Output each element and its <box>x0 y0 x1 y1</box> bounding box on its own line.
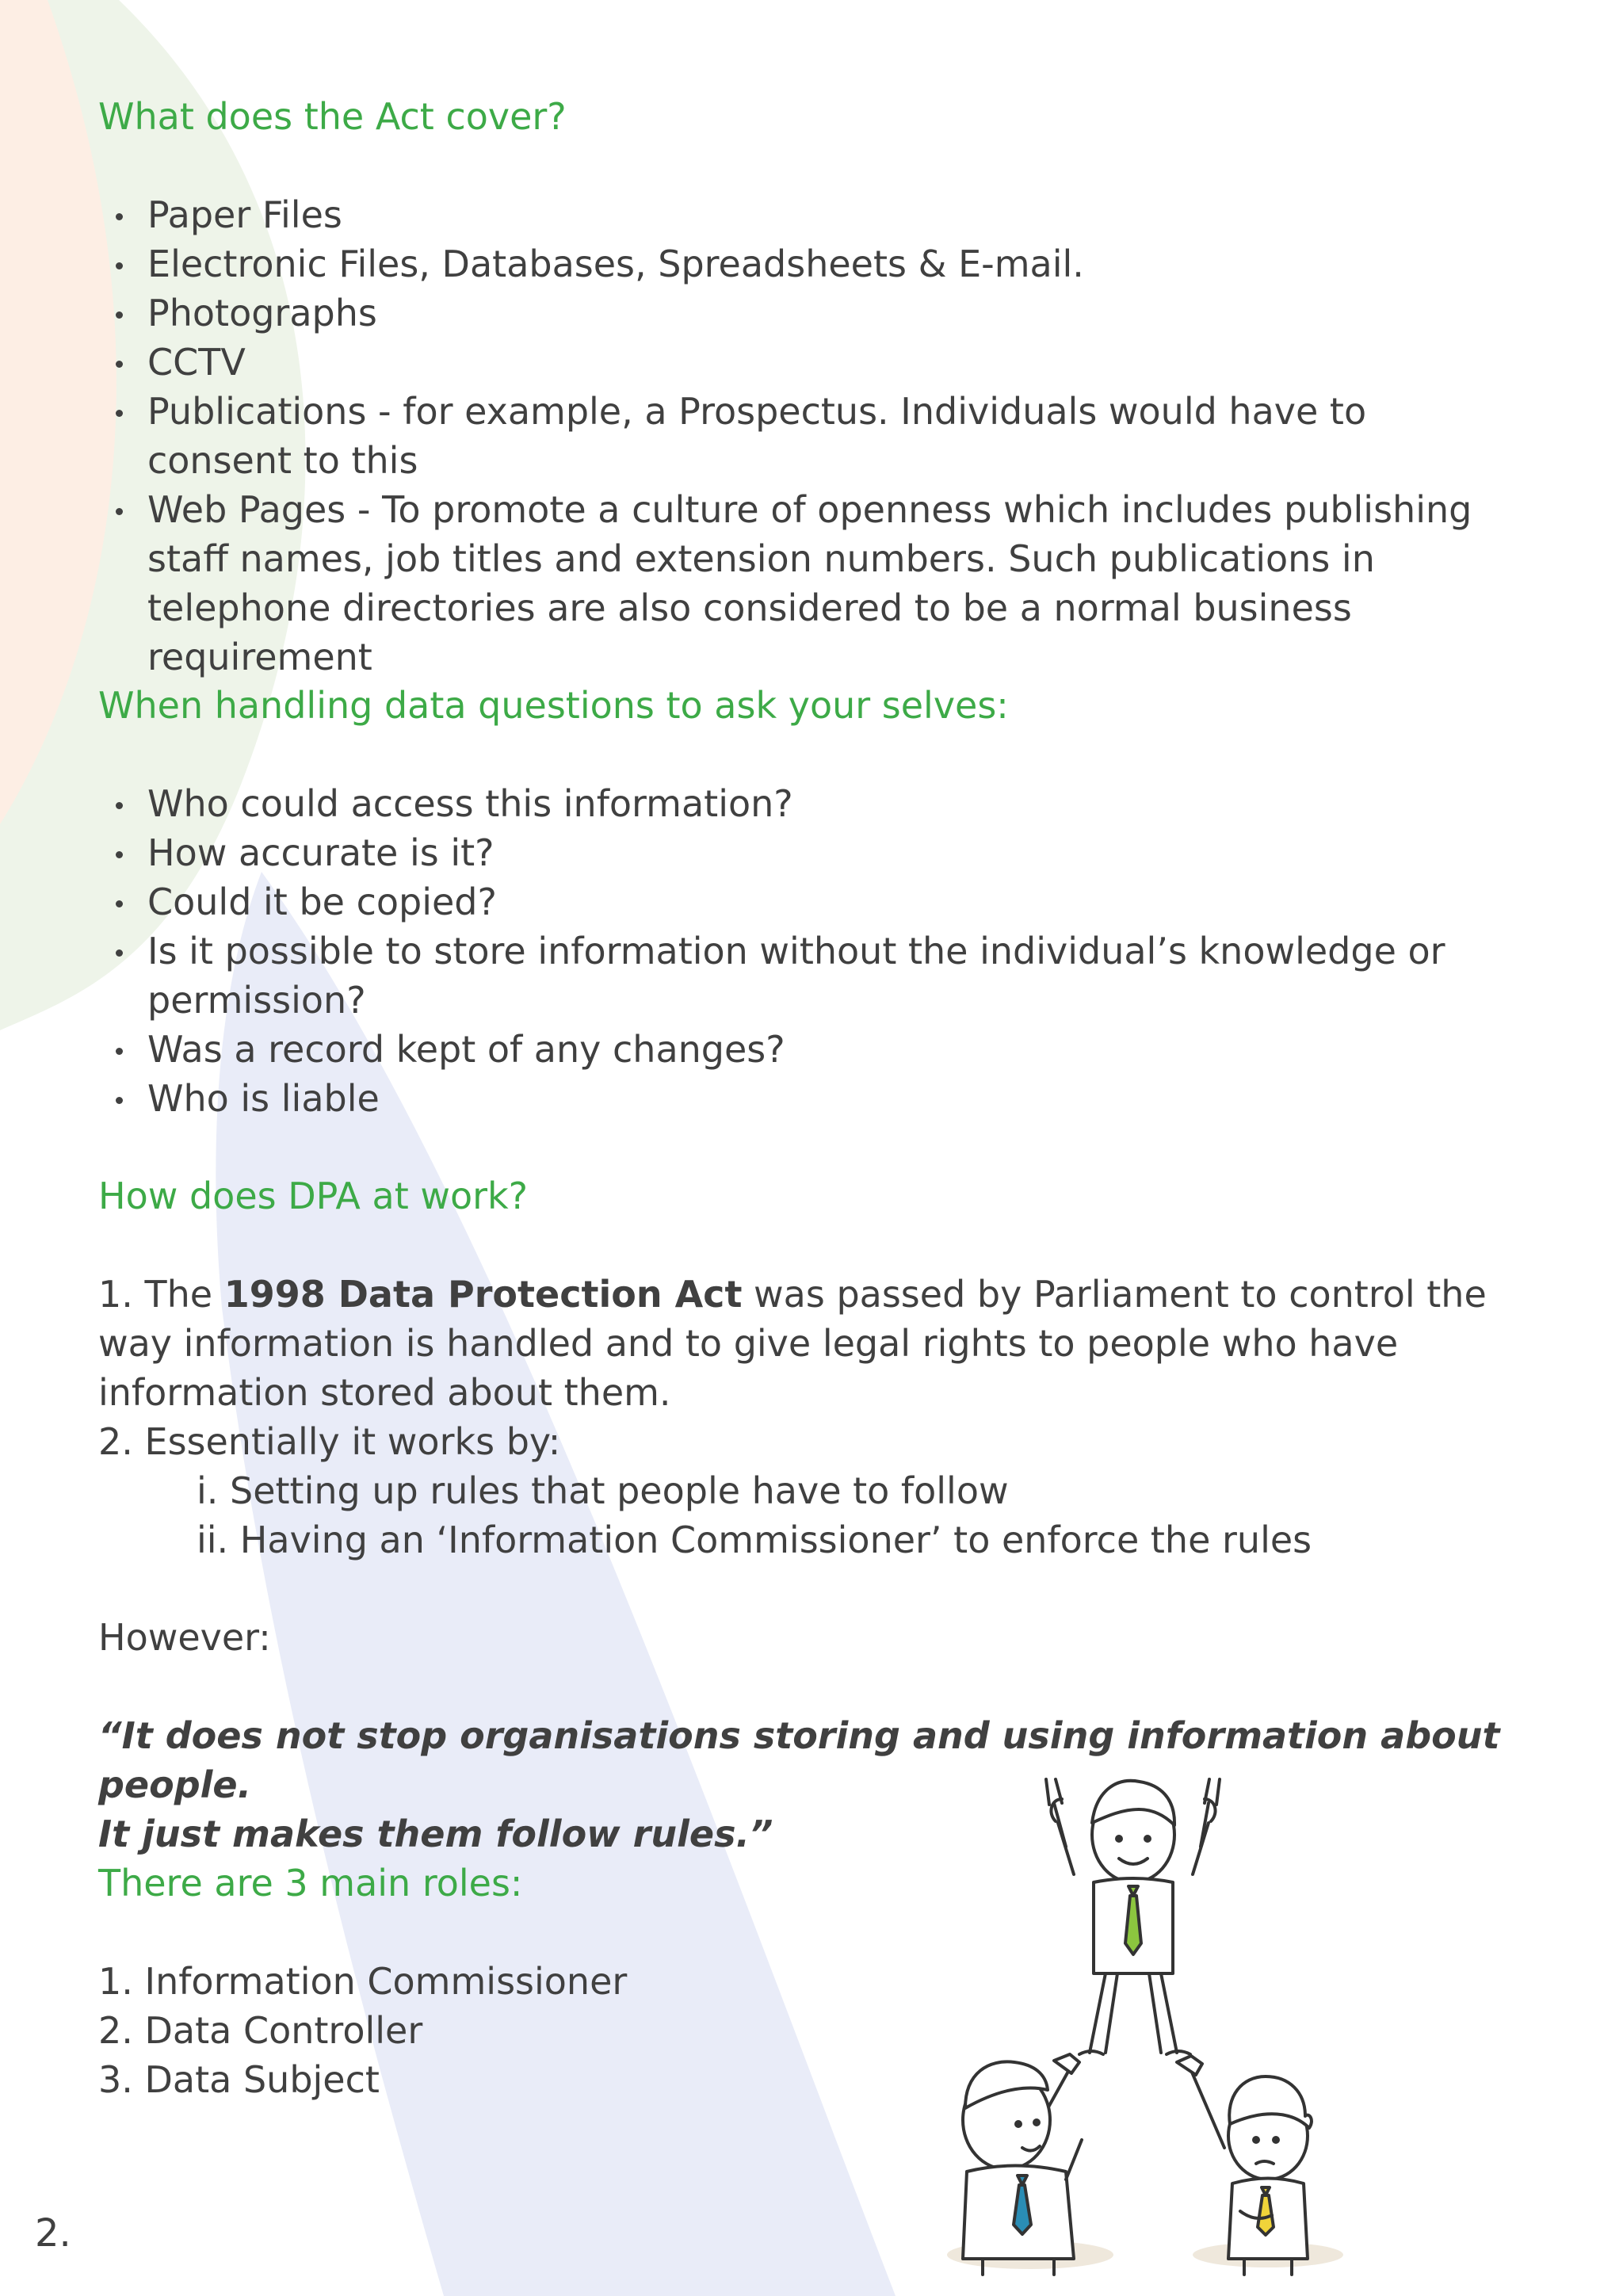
list-item: Who could access this information? <box>98 779 1493 828</box>
sub-point-ii: ii. Having an ‘Information Commissioner’ to enforce the rules <box>197 1519 1312 1561</box>
list-item: Could it be copied? <box>98 877 1493 926</box>
list-item: Is it possible to store information without the individual’s knowledge or permission? <box>98 926 1493 1025</box>
list-item: How accurate is it? <box>98 828 1493 877</box>
quote-line-1: “It does not stop organisations storing and using information about people. <box>98 1714 1500 1806</box>
quote-line-2: It just makes them follow rules.” <box>98 1813 773 1855</box>
list-item: Was a record kept of any changes? <box>98 1025 1493 1074</box>
right-businessman <box>1177 2056 1312 2275</box>
section-heading-roles: There are 3 main roles: <box>98 1862 523 1904</box>
point-2: 2. Essentially it works by: <box>98 1420 561 1463</box>
point-1-prefix: 1. The <box>98 1273 224 1316</box>
section-heading-act-cover: What does the Act cover? <box>98 95 567 138</box>
list-item: Publications - for example, a Prospectus. Individuals would have to consent to this <box>98 387 1493 485</box>
list-item: 3. Data Subject <box>98 2058 380 2101</box>
point-1-text: was passed by Parliament to control the way information is handled and to give legal rights to people who have information stored about them. <box>98 1273 1487 1414</box>
list-item: Electronic Files, Databases, Spreadsheets & E-mail. <box>98 239 1493 288</box>
questions-list <box>98 779 1493 1123</box>
list-item: Web Pages - To promote a culture of openness which includes publishing staff names, job titles and extension numbers. Such publications in telephone directories are also considered to be a normal business requirement <box>98 485 1493 682</box>
act-name: 1998 Data Protection Act <box>223 1273 743 1316</box>
page-number: 2. <box>35 2211 71 2256</box>
section-heading-questions: When handling data questions to ask your selves: <box>98 684 1009 727</box>
list-item: 2. Data Controller <box>98 2009 423 2052</box>
point-1 <box>98 1270 1509 1417</box>
dpa-explanation <box>98 1270 1509 1564</box>
top-businessman <box>1046 1779 1220 2054</box>
list-item: Photographs <box>98 288 1493 338</box>
list-item: Paper Files <box>98 190 1493 239</box>
however-label: However: <box>98 1616 271 1659</box>
sub-point-i: i. Setting up rules that people have to follow <box>197 1469 1009 1512</box>
three-businessmen-teamwork-icon <box>935 1767 1379 2290</box>
section-heading-dpa-work: How does DPA at work? <box>98 1175 529 1217</box>
act-cover-list <box>98 190 1493 682</box>
list-item: Who is liable <box>98 1074 1493 1123</box>
left-businessman <box>963 2054 1082 2275</box>
list-item: 1. Information Commissioner <box>98 1960 628 2003</box>
list-item: CCTV <box>98 338 1493 387</box>
